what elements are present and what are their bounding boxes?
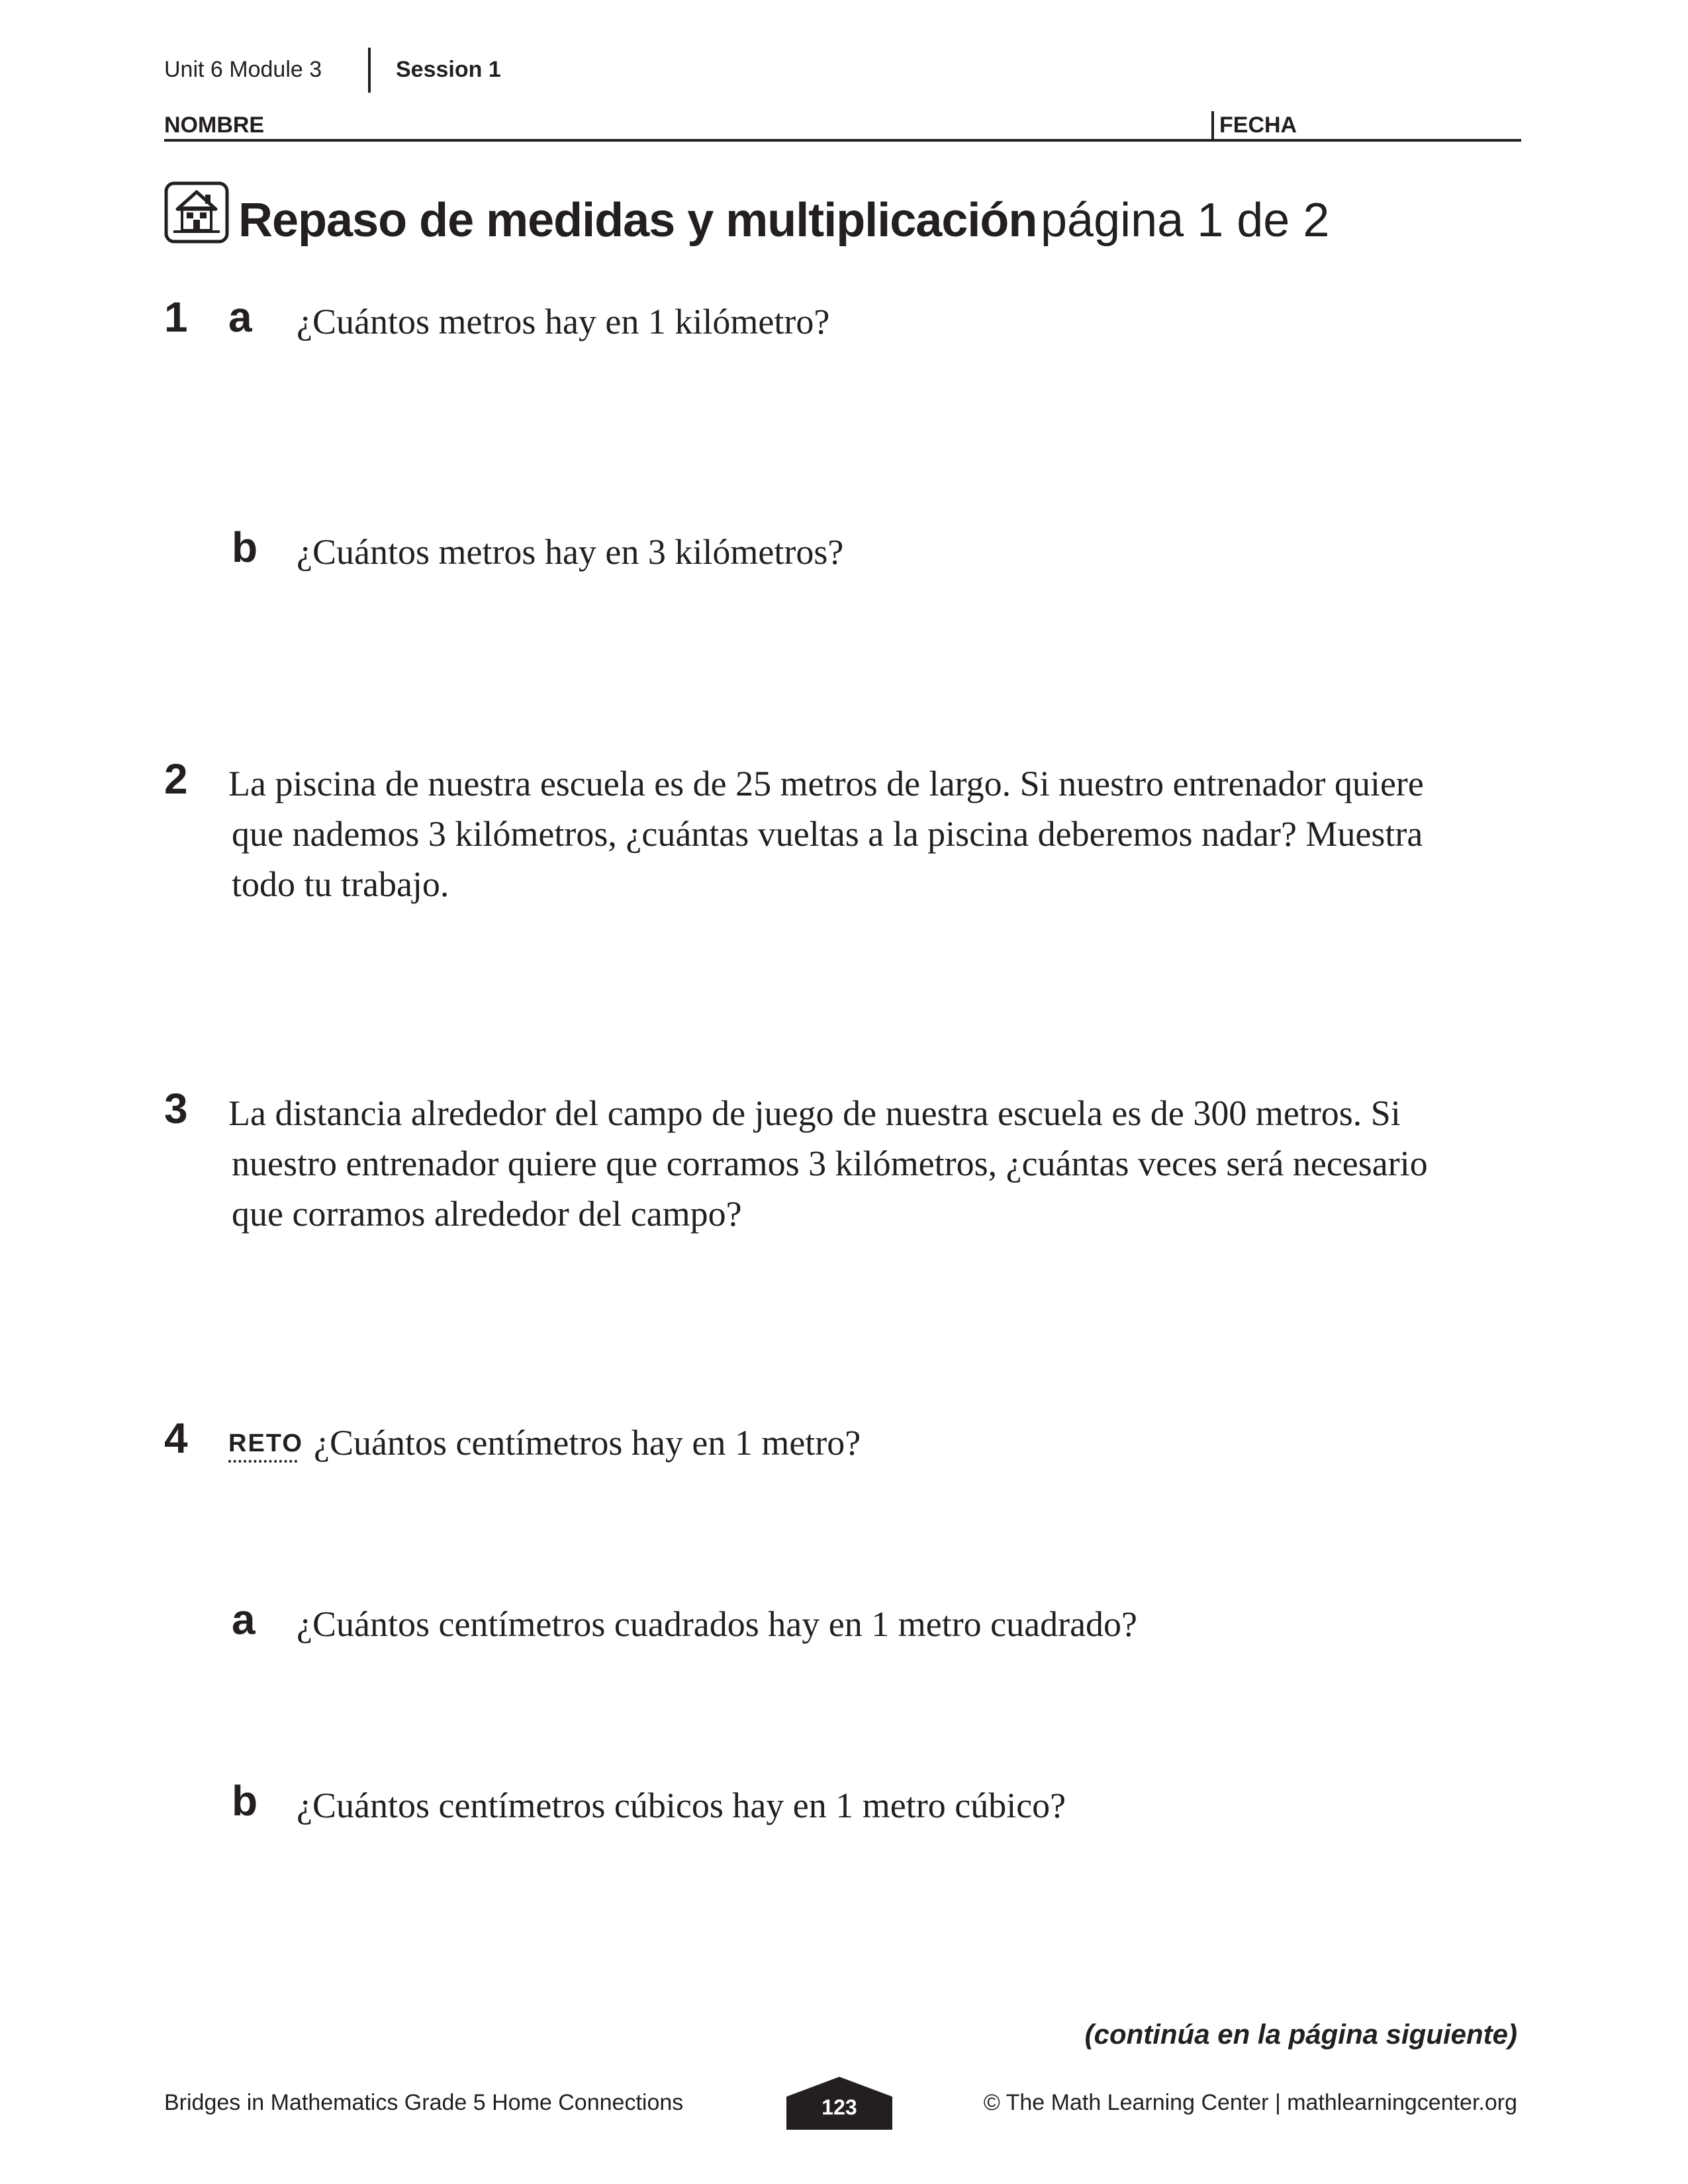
question-2-line-1: La piscina de nuestra escuela es de 25 metros de largo. Si nuestro entrenador quiere (228, 764, 1424, 803)
name-label: NOMBRE (164, 113, 265, 138)
question-3-line-1: La distancia alrededor del campo de juego de nuestra escuela es de 300 metros. Si (228, 1093, 1401, 1133)
header-divider (368, 48, 371, 93)
question-1b-label: b (232, 523, 258, 571)
question-4b-label: b (232, 1777, 258, 1825)
continued-note: (continúa en la página siguiente) (1084, 2019, 1517, 2050)
question-4-number: 4 (164, 1414, 188, 1462)
question-4a-text: ¿Cuántos centímetros cuadrados hay en 1 metro cuadrado? (297, 1604, 1138, 1644)
name-date-line[interactable] (164, 139, 1521, 142)
question-1a-text: ¿Cuántos metros hay en 1 kilómetro? (297, 302, 830, 341)
question-2-line-2: que nademos 3 kilómetros, ¿cuántas vueltas a la piscina deberemos nadar? Muestra (232, 814, 1423, 854)
question-1-number: 1 (164, 293, 188, 341)
page-indicator: página 1 de 2 (1041, 194, 1330, 247)
footer-publication: Bridges in Mathematics Grade 5 Home Connections (164, 2090, 684, 2115)
question-3-line-3: que corramos alrededor del campo? (232, 1194, 742, 1234)
challenge-underline (228, 1460, 297, 1463)
unit-module-label: Unit 6 Module 3 (164, 57, 322, 82)
date-divider (1211, 111, 1214, 140)
question-2-number: 2 (164, 755, 188, 803)
challenge-label: RETO (228, 1430, 303, 1457)
question-3-number: 3 (164, 1085, 188, 1132)
session-label: Session 1 (396, 57, 501, 82)
question-3-line-2: nuestro entrenador quiere que corramos 3 kilómetros, ¿cuántas veces será necesario (232, 1144, 1428, 1183)
footer-copyright: © The Math Learning Center | mathlearningcenter.org (983, 2090, 1517, 2115)
page-title: Repaso de medidas y multiplicación (238, 194, 1037, 247)
page-number: 123 (821, 2095, 857, 2119)
question-4b-text: ¿Cuántos centímetros cúbicos hay en 1 metro cúbico? (297, 1786, 1066, 1825)
home-icon (164, 181, 229, 244)
question-4-text: ¿Cuántos centímetros hay en 1 metro? (314, 1423, 861, 1463)
question-1a-label: a (228, 293, 252, 341)
question-4a-label: a (232, 1596, 256, 1643)
date-label: FECHA (1219, 113, 1297, 138)
question-1b-text: ¿Cuántos metros hay en 3 kilómetros? (297, 532, 844, 572)
question-2-line-3: todo tu trabajo. (232, 864, 449, 904)
